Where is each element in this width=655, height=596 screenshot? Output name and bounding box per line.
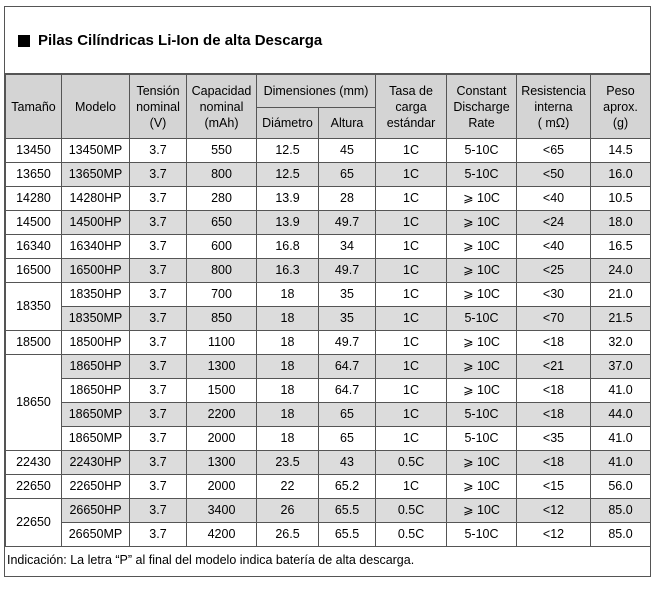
cell-weight: 41.0: [591, 379, 651, 403]
cell-charge: 1C: [376, 211, 447, 235]
cell-resistance: <21: [517, 355, 591, 379]
header-resistance: Resistencia interna ( mΩ): [517, 75, 591, 139]
cell-charge: 1C: [376, 307, 447, 331]
cell-capacity: 550: [187, 139, 257, 163]
cell-discharge: 5-10C: [447, 163, 517, 187]
cell-discharge: ⩾ 10C: [447, 211, 517, 235]
cell-weight: 18.0: [591, 211, 651, 235]
cell-charge: 1C: [376, 475, 447, 499]
cell-height: 65.5: [319, 523, 376, 547]
cell-model: 26650HP: [62, 499, 130, 523]
cell-diameter: 13.9: [257, 211, 319, 235]
cell-voltage: 3.7: [130, 523, 187, 547]
cell-resistance: <18: [517, 403, 591, 427]
cell-discharge: ⩾ 10C: [447, 499, 517, 523]
cell-diameter: 18: [257, 331, 319, 355]
cell-size: 22650: [6, 499, 62, 547]
cell-capacity: 600: [187, 235, 257, 259]
table-row: [6, 235, 651, 259]
header-diameter: Diámetro: [257, 108, 319, 139]
cell-discharge: ⩾ 10C: [447, 187, 517, 211]
table-row: [6, 499, 651, 523]
header-model: Modelo: [62, 75, 130, 139]
cell-discharge: 5-10C: [447, 139, 517, 163]
table-row: [6, 331, 651, 355]
spec-sheet: [4, 6, 651, 577]
cell-diameter: 18: [257, 403, 319, 427]
cell-diameter: 18: [257, 355, 319, 379]
footnote: Indicación: La letra “P” al final del modelo indica batería de alta descarga.: [7, 553, 415, 567]
cell-height: 43: [319, 451, 376, 475]
header-charge-rate: Tasa de carga estándar: [376, 75, 447, 139]
cell-discharge: 5-10C: [447, 427, 517, 451]
cell-model: 13450MP: [62, 139, 130, 163]
cell-weight: 21.5: [591, 307, 651, 331]
table-row: [6, 163, 651, 187]
cell-charge: 1C: [376, 163, 447, 187]
table-row: [6, 427, 651, 451]
table-row: [6, 403, 651, 427]
table-row: [6, 283, 651, 307]
cell-resistance: <25: [517, 259, 591, 283]
cell-size: 18650: [6, 355, 62, 451]
cell-resistance: <65: [517, 139, 591, 163]
cell-diameter: 12.5: [257, 139, 319, 163]
cell-model: 18350HP: [62, 283, 130, 307]
cell-resistance: <18: [517, 451, 591, 475]
cell-weight: 41.0: [591, 451, 651, 475]
cell-height: 28: [319, 187, 376, 211]
cell-charge: 0.5C: [376, 523, 447, 547]
cell-size: 16340: [6, 235, 62, 259]
cell-discharge: ⩾ 10C: [447, 259, 517, 283]
cell-charge: 1C: [376, 355, 447, 379]
cell-model: 16340HP: [62, 235, 130, 259]
cell-voltage: 3.7: [130, 283, 187, 307]
cell-capacity: 800: [187, 163, 257, 187]
cell-resistance: <24: [517, 211, 591, 235]
cell-discharge: ⩾ 10C: [447, 379, 517, 403]
cell-resistance: <40: [517, 235, 591, 259]
header-voltage: Tensión nominal (V): [130, 75, 187, 139]
cell-diameter: 23.5: [257, 451, 319, 475]
cell-size: 18500: [6, 331, 62, 355]
cell-discharge: ⩾ 10C: [447, 355, 517, 379]
table-row: [6, 355, 651, 379]
cell-voltage: 3.7: [130, 331, 187, 355]
cell-charge: 1C: [376, 139, 447, 163]
cell-model: 18650HP: [62, 379, 130, 403]
cell-voltage: 3.7: [130, 139, 187, 163]
cell-diameter: 13.9: [257, 187, 319, 211]
cell-height: 65: [319, 163, 376, 187]
cell-capacity: 850: [187, 307, 257, 331]
cell-capacity: 700: [187, 283, 257, 307]
cell-resistance: <30: [517, 283, 591, 307]
cell-voltage: 3.7: [130, 355, 187, 379]
cell-height: 49.7: [319, 259, 376, 283]
header-dimensions: Dimensiones (mm): [257, 75, 376, 108]
cell-capacity: 650: [187, 211, 257, 235]
page-title: Pilas Cilíndricas Li-Ion de alta Descarga: [38, 32, 323, 49]
header-capacity: Capacidad nominal (mAh): [187, 75, 257, 139]
cell-voltage: 3.7: [130, 211, 187, 235]
cell-capacity: 280: [187, 187, 257, 211]
cell-weight: 14.5: [591, 139, 651, 163]
header-discharge-rate: Constant Discharge Rate: [447, 75, 517, 139]
cell-discharge: ⩾ 10C: [447, 451, 517, 475]
table-row: [6, 307, 651, 331]
cell-charge: 1C: [376, 235, 447, 259]
cell-size: 13450: [6, 139, 62, 163]
title-bar: [5, 7, 650, 74]
cell-resistance: <15: [517, 475, 591, 499]
cell-charge: 1C: [376, 403, 447, 427]
cell-voltage: 3.7: [130, 475, 187, 499]
cell-discharge: ⩾ 10C: [447, 475, 517, 499]
cell-voltage: 3.7: [130, 235, 187, 259]
cell-size: 14280: [6, 187, 62, 211]
table-row: [6, 475, 651, 499]
cell-capacity: 1100: [187, 331, 257, 355]
cell-model: 16500HP: [62, 259, 130, 283]
cell-diameter: 18: [257, 307, 319, 331]
cell-discharge: ⩾ 10C: [447, 331, 517, 355]
cell-resistance: <35: [517, 427, 591, 451]
cell-voltage: 3.7: [130, 307, 187, 331]
cell-charge: 0.5C: [376, 499, 447, 523]
cell-diameter: 16.8: [257, 235, 319, 259]
cell-height: 65: [319, 403, 376, 427]
cell-capacity: 1300: [187, 451, 257, 475]
cell-discharge: ⩾ 10C: [447, 235, 517, 259]
cell-diameter: 16.3: [257, 259, 319, 283]
cell-diameter: 18: [257, 379, 319, 403]
table-row: [6, 211, 651, 235]
cell-size: 22650: [6, 475, 62, 499]
cell-resistance: <70: [517, 307, 591, 331]
cell-height: 65.2: [319, 475, 376, 499]
cell-height: 64.7: [319, 379, 376, 403]
cell-capacity: 4200: [187, 523, 257, 547]
cell-voltage: 3.7: [130, 379, 187, 403]
cell-resistance: <18: [517, 379, 591, 403]
cell-height: 64.7: [319, 355, 376, 379]
cell-capacity: 1500: [187, 379, 257, 403]
cell-height: 49.7: [319, 331, 376, 355]
cell-capacity: 2000: [187, 427, 257, 451]
cell-model: 13650MP: [62, 163, 130, 187]
cell-charge: 1C: [376, 427, 447, 451]
table-row: [6, 259, 651, 283]
cell-size: 18350: [6, 283, 62, 331]
header-size: Tamaño: [6, 75, 62, 139]
cell-resistance: <40: [517, 187, 591, 211]
cell-charge: 1C: [376, 379, 447, 403]
cell-weight: 16.5: [591, 235, 651, 259]
cell-height: 65: [319, 427, 376, 451]
cell-height: 35: [319, 307, 376, 331]
cell-weight: 21.0: [591, 283, 651, 307]
cell-voltage: 3.7: [130, 187, 187, 211]
cell-capacity: 3400: [187, 499, 257, 523]
cell-height: 45: [319, 139, 376, 163]
cell-weight: 37.0: [591, 355, 651, 379]
cell-voltage: 3.7: [130, 403, 187, 427]
cell-model: 18650MP: [62, 403, 130, 427]
cell-size: 13650: [6, 163, 62, 187]
cell-weight: 32.0: [591, 331, 651, 355]
cell-weight: 41.0: [591, 427, 651, 451]
cell-voltage: 3.7: [130, 499, 187, 523]
cell-capacity: 800: [187, 259, 257, 283]
cell-charge: 1C: [376, 187, 447, 211]
cell-discharge: 5-10C: [447, 403, 517, 427]
bullet-square-icon: [18, 35, 30, 47]
cell-weight: 10.5: [591, 187, 651, 211]
cell-resistance: <18: [517, 331, 591, 355]
cell-weight: 85.0: [591, 523, 651, 547]
header-weight: Peso aprox. (g): [591, 75, 651, 139]
cell-model: 18650MP: [62, 427, 130, 451]
cell-weight: 24.0: [591, 259, 651, 283]
cell-resistance: <12: [517, 523, 591, 547]
table-row: [6, 523, 651, 547]
cell-charge: 1C: [376, 331, 447, 355]
cell-discharge: 5-10C: [447, 523, 517, 547]
cell-capacity: 2200: [187, 403, 257, 427]
cell-capacity: 2000: [187, 475, 257, 499]
cell-size: 22430: [6, 451, 62, 475]
cell-model: 22430HP: [62, 451, 130, 475]
battery-spec-table: [5, 74, 651, 547]
cell-resistance: <12: [517, 499, 591, 523]
table-row: [6, 451, 651, 475]
cell-charge: 0.5C: [376, 451, 447, 475]
cell-charge: 1C: [376, 283, 447, 307]
cell-weight: 85.0: [591, 499, 651, 523]
cell-weight: 16.0: [591, 163, 651, 187]
cell-diameter: 18: [257, 283, 319, 307]
cell-height: 35: [319, 283, 376, 307]
cell-diameter: 26: [257, 499, 319, 523]
cell-discharge: 5-10C: [447, 307, 517, 331]
cell-model: 18350MP: [62, 307, 130, 331]
cell-model: 18500HP: [62, 331, 130, 355]
cell-model: 26650MP: [62, 523, 130, 547]
cell-height: 34: [319, 235, 376, 259]
cell-size: 16500: [6, 259, 62, 283]
cell-height: 65.5: [319, 499, 376, 523]
cell-diameter: 22: [257, 475, 319, 499]
cell-height: 49.7: [319, 211, 376, 235]
cell-size: 14500: [6, 211, 62, 235]
cell-capacity: 1300: [187, 355, 257, 379]
cell-resistance: <50: [517, 163, 591, 187]
cell-voltage: 3.7: [130, 451, 187, 475]
table-row: [6, 139, 651, 163]
cell-diameter: 26.5: [257, 523, 319, 547]
header-height: Altura: [319, 108, 376, 139]
cell-diameter: 12.5: [257, 163, 319, 187]
cell-voltage: 3.7: [130, 427, 187, 451]
cell-discharge: ⩾ 10C: [447, 283, 517, 307]
cell-charge: 1C: [376, 259, 447, 283]
cell-weight: 44.0: [591, 403, 651, 427]
cell-model: 18650HP: [62, 355, 130, 379]
cell-model: 14280HP: [62, 187, 130, 211]
cell-voltage: 3.7: [130, 163, 187, 187]
cell-diameter: 18: [257, 427, 319, 451]
cell-voltage: 3.7: [130, 259, 187, 283]
table-row: [6, 379, 651, 403]
table-row: [6, 187, 651, 211]
cell-weight: 56.0: [591, 475, 651, 499]
cell-model: 14500HP: [62, 211, 130, 235]
cell-model: 22650HP: [62, 475, 130, 499]
